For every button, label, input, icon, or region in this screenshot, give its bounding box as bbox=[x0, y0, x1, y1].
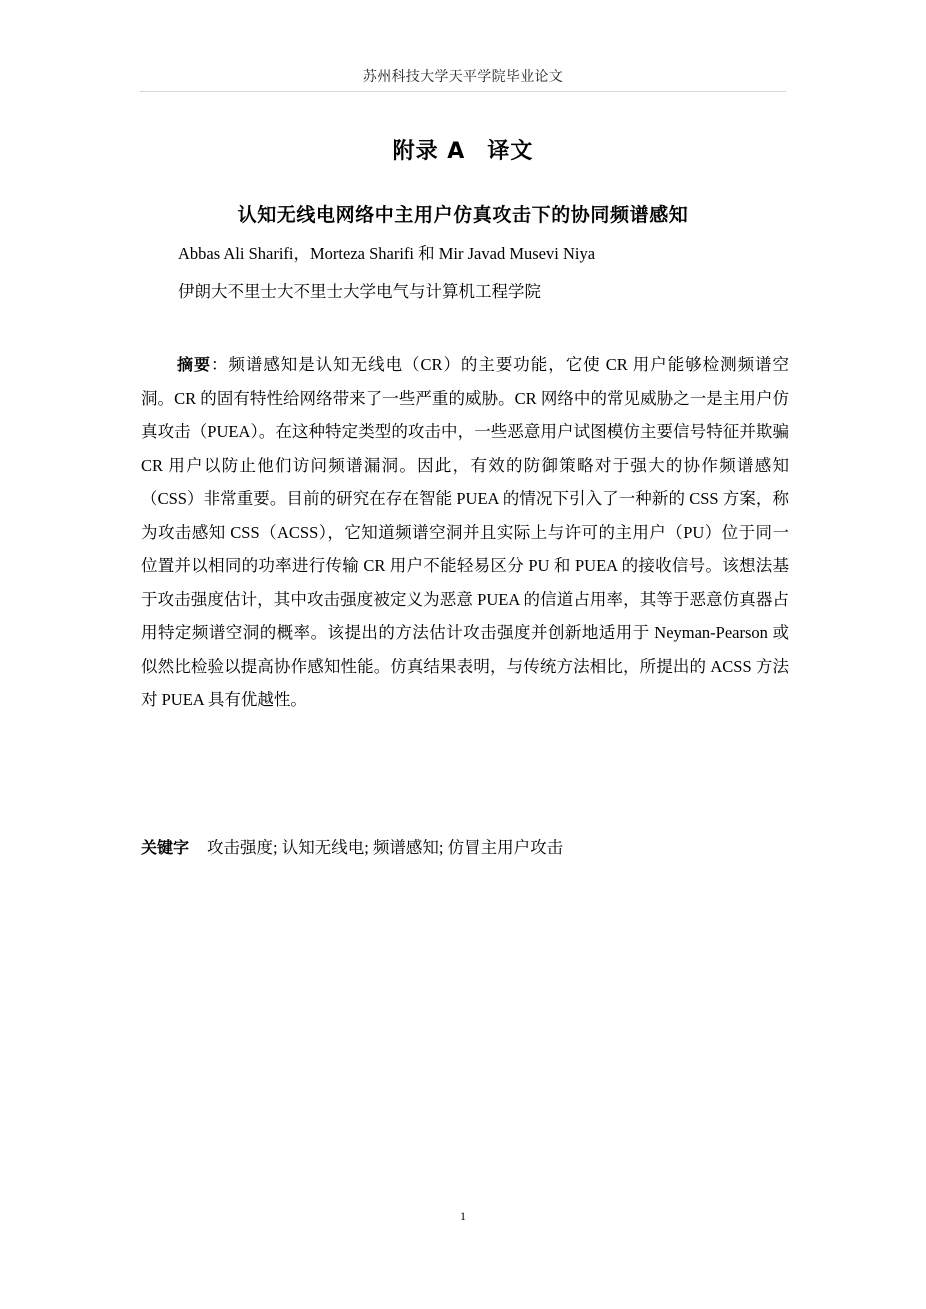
page-number: 1 bbox=[460, 1209, 466, 1223]
header-divider bbox=[140, 91, 786, 92]
paper-affiliation: 伊朗大不里士大不里士大学电气与计算机工程学院 bbox=[178, 282, 541, 301]
abstract-text: 频谱感知是认知无线电（CR）的主要功能，它使 CR 用户能够检测频谱空洞。CR 的固有特性给网络带来了一些严重的威胁。CR 网络中的常见威胁之一是主用户仿真攻击（PUEA）。在这种特定类型的攻击中，一些恶意用户试图模仿主要信号特征并欺骗 CR 用户以防止他们访问频谱漏洞。因此，有效的防御策略对于强大的协作频谱感知（CSS）非常重要。目前的研究在存在智能 PUEA 的情况下引入了一种新的 CSS 方案，称为攻击感知 CSS（ACSS），它知道频谱空洞并且实际上与许可的主用户（PU）位于同一位置并以相同的功率进行传输 CR 用户不能轻易区分 PU 和 PUEA 的接收信号。该想法基于攻击强度估计，其中攻击强度被定义为恶意 PUEA 的信道占用率，其等于恶意仿真器占用特定频谱空洞的概率。该提出的方法估计攻击强度并创新地适用于 Neyman-Pearson 或似然比检验以提高协作感知性能。仿真结果表明，与传统方法相比，所提出的 ACSS 方法对 PUEA 具有优越性。 bbox=[141, 355, 789, 709]
paper-title: 认知无线电网络中主用户仿真攻击下的协同频谱感知 bbox=[237, 204, 689, 226]
abstract-label: 摘要 bbox=[177, 355, 211, 374]
keywords-line bbox=[141, 834, 563, 858]
paper-authors: Abbas Ali Sharifi，Morteza Sharifi 和 Mir Javad Musevi Niya bbox=[178, 244, 596, 263]
appendix-heading bbox=[0, 134, 926, 165]
keywords-text: 攻击强度; 认知无线电; 频谱感知; 仿冒主用户攻击 bbox=[207, 838, 564, 857]
appendix-label: 附录 A bbox=[392, 139, 466, 164]
abstract-separator: ： bbox=[210, 355, 229, 374]
running-header: 苏州科技大学天平学院毕业论文 bbox=[362, 70, 564, 85]
abstract-paragraph bbox=[141, 348, 789, 717]
keywords-label: 关键字 bbox=[141, 838, 190, 857]
appendix-title: 译文 bbox=[487, 139, 534, 164]
